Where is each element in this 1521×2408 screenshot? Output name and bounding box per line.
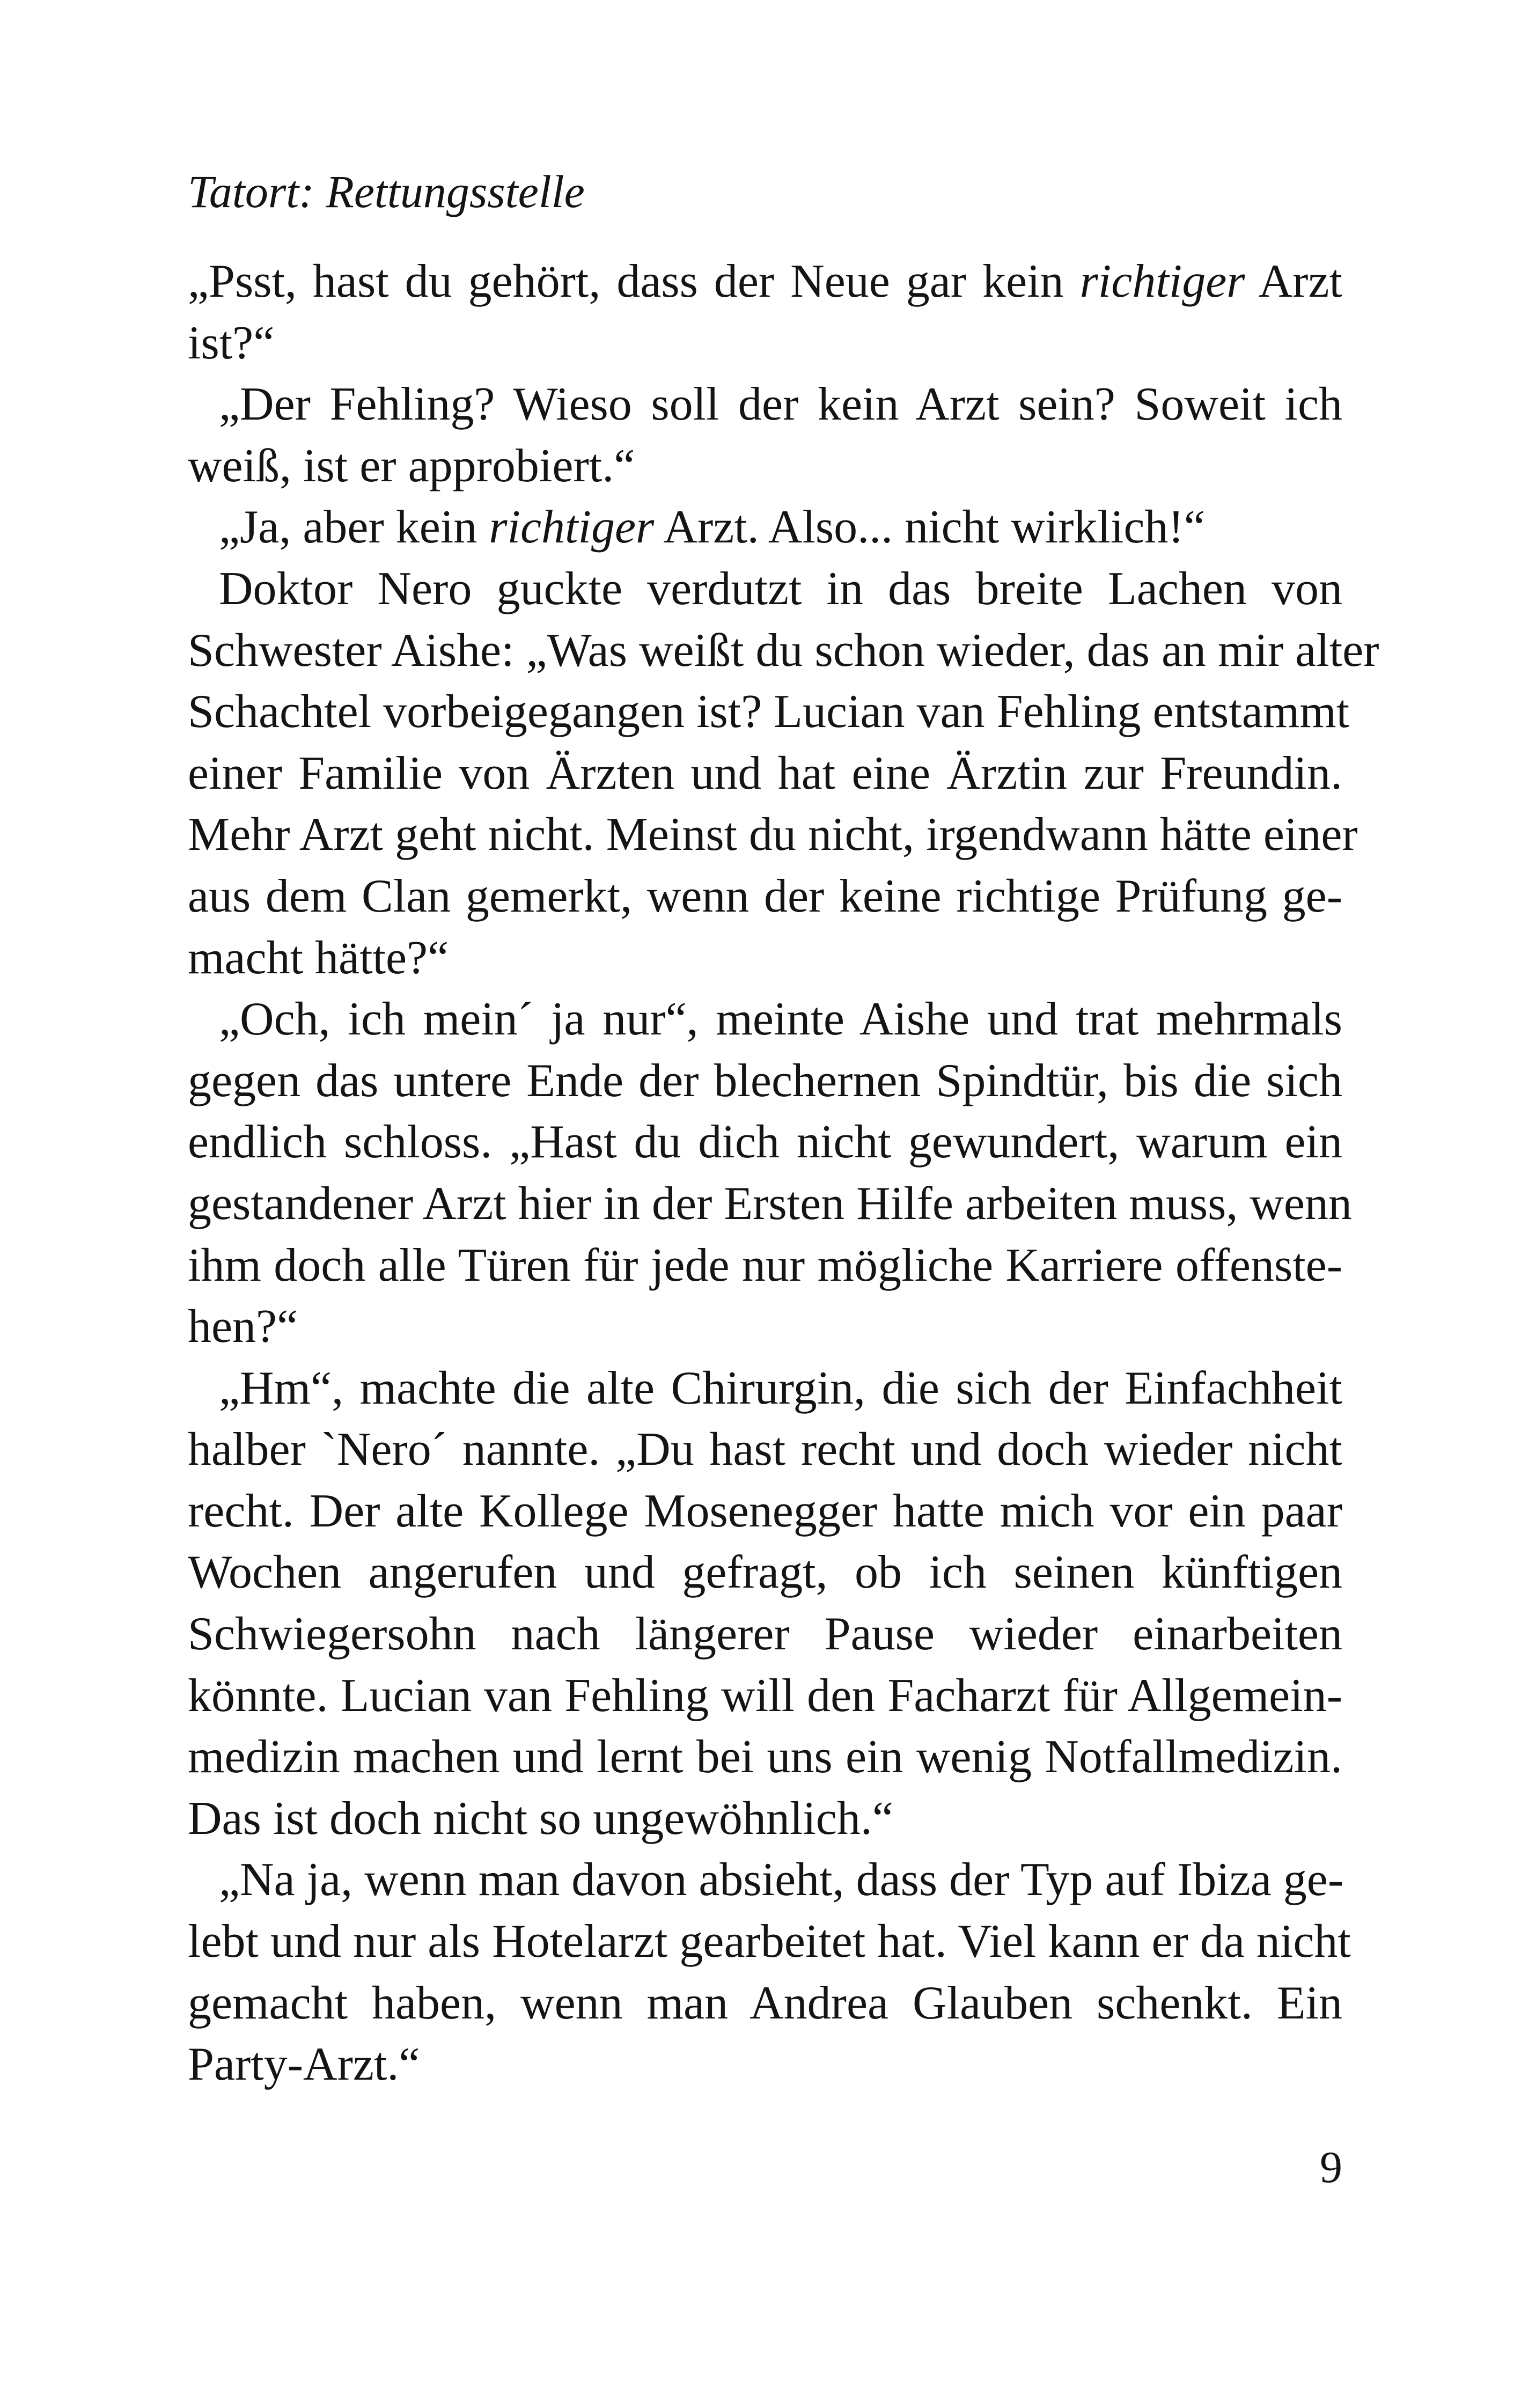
text-line: halber `Nero´ nannte. „Du hast recht und doch wieder nicht [188, 1423, 1342, 1476]
text-line: gestandener Arzt hier in der Ersten Hilfe arbeiten muss, wenn [188, 1177, 1352, 1230]
text-line: gegen das untere Ende der blechernen Spindtür, bis die sich [188, 1054, 1342, 1107]
text-line: medizin machen und lernt bei uns ein wenig Notfallmedizin. [188, 1731, 1342, 1783]
text-line: recht. Der alte Kollege Mosenegger hatte mich vor ein paar [188, 1485, 1342, 1537]
text-line: lebt und nur als Hotelarzt gearbeitet hat. Viel kann er da nicht [188, 1915, 1351, 1968]
text-line: Wochen angerufen und gefragt, ob ich seinen künftigen [188, 1546, 1342, 1599]
text-line: Mehr Arzt geht nicht. Meinst du nicht, irgendwann hätte einer [188, 809, 1358, 861]
text-line: „Hm“, machte die alte Chirurgin, die sich der Einfachheit [219, 1362, 1342, 1414]
text-line: Doktor Nero guckte verdutzt in das breite Lachen von [219, 562, 1342, 615]
text-line: „Na ja, wenn man davon absieht, dass der Typ auf Ibiza ge- [219, 1854, 1344, 1906]
text-line: endlich schloss. „Hast du dich nicht gewundert, warum ein [188, 1116, 1342, 1169]
text-line: macht hätte?“ [188, 931, 449, 984]
text-line: Schachtel vorbeigegangen ist? Lucian van Fehling entstammt [188, 686, 1350, 738]
text-line: einer Familie von Ärzten und hat eine Ärztin zur Freundin. [188, 747, 1342, 799]
emphasized-word: richtiger [1079, 255, 1245, 307]
text-line: Das ist doch nicht so ungewöhnlich.“ [188, 1792, 893, 1845]
text-line: „Der Fehling? Wieso soll der kein Arzt sein? Soweit ich [219, 378, 1342, 431]
text-line: Schwiegersohn nach längerer Pause wieder einarbeiten [188, 1608, 1342, 1661]
text-line: „Och, ich mein´ ja nur“, meinte Aishe und trat mehrmals [219, 993, 1342, 1046]
text-line: könnte. Lucian van Fehling will den Facharzt für Allgemein- [188, 1669, 1342, 1722]
text-line: weiß, ist er approbiert.“ [188, 439, 635, 492]
text-line: ist?“ [188, 317, 275, 369]
text-line: aus dem Clan gemerkt, wenn der keine richtige Prüfung ge- [188, 870, 1342, 922]
text-line: „Ja, aber kein richtiger Arzt. Also... nicht wirklich!“ [219, 501, 1205, 554]
text-line: ihm doch alle Türen für jede nur mögliche Karriere offenste- [188, 1239, 1342, 1291]
chapter-title: Tatort: Rettungsstelle [188, 166, 585, 217]
text-line: gemacht haben, wenn man Andrea Glauben schenkt. Ein [188, 1977, 1342, 2029]
body-text [188, 251, 1379, 2096]
text-line: „Psst, hast du gehört, dass der Neue gar kein richtiger Arzt [188, 255, 1342, 307]
text-line: Party-Arzt.“ [188, 2038, 420, 2091]
text-line: hen?“ [188, 1301, 298, 1353]
text-line: Schwester Aishe: „Was weißt du schon wieder, das an mir alter [188, 624, 1379, 677]
emphasized-word: richtiger [489, 501, 655, 554]
page-number: 9 [1320, 2142, 1342, 2192]
